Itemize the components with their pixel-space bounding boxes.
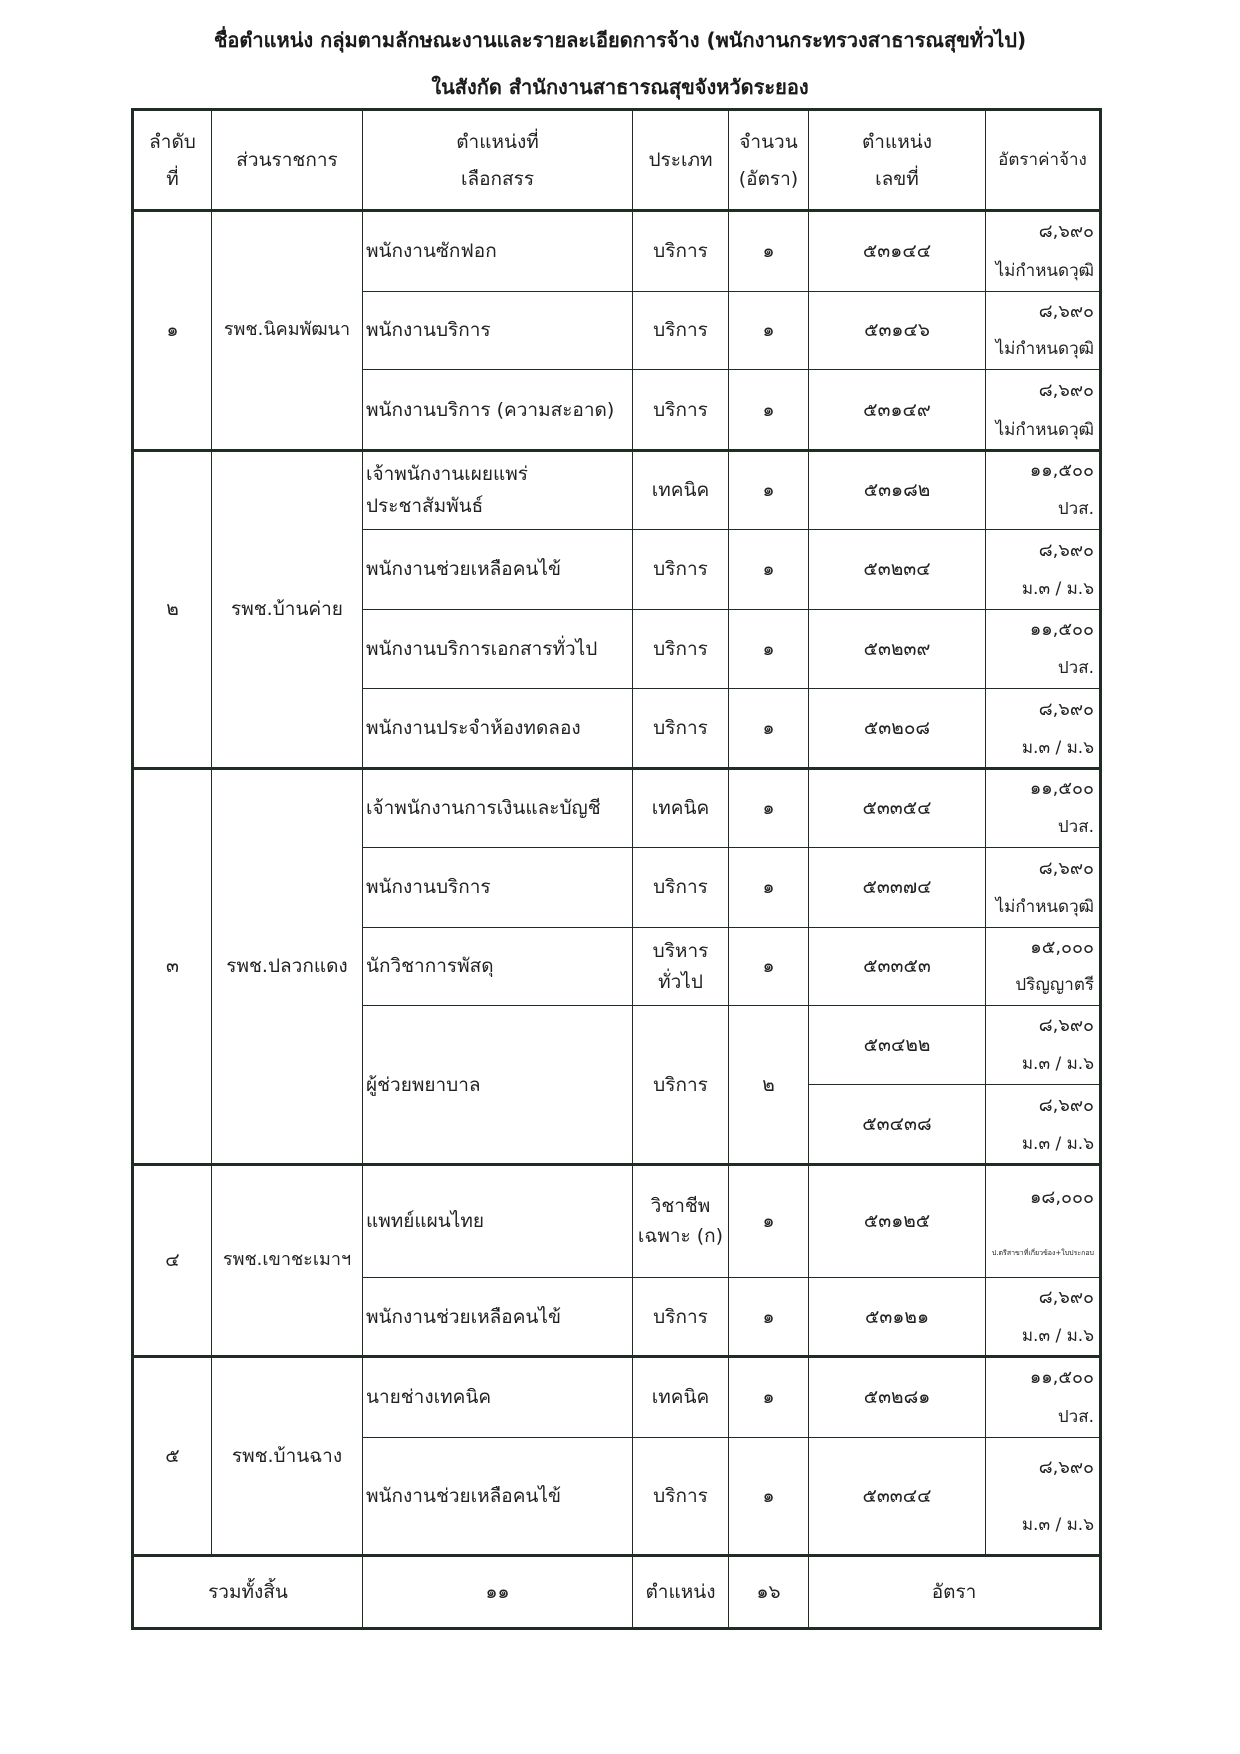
header-no-line2: ที่ (166, 167, 179, 190)
type-line1: บริหาร (652, 940, 709, 963)
type-cell (632, 927, 729, 1006)
count-value: ๑ (762, 1385, 775, 1408)
group-unit-value: รพช.เขาชะเมาฯ (222, 1249, 352, 1271)
salary-amount: ๘,๖๙๐ (1038, 1457, 1094, 1479)
count-cell (728, 450, 809, 530)
salary-amount: ๑๑,๕๐๐ (1029, 619, 1094, 641)
count-value: ๑ (762, 1305, 775, 1328)
group-unit-value: รพช.บ้านค่าย (231, 598, 343, 621)
group-unit (211, 1356, 363, 1556)
position-number-cell (808, 1164, 986, 1278)
group-unit-value: รพช.ปลวกแดง (226, 955, 348, 978)
type-cell (632, 450, 729, 530)
group-no-value: ๕ (165, 1444, 180, 1467)
count-cell (728, 1164, 809, 1278)
group-no (133, 210, 212, 451)
count-value: ๑ (762, 398, 775, 421)
salary-cell (985, 609, 1101, 689)
salary-amount: ๑๑,๕๐๐ (1029, 1366, 1094, 1388)
totals-rates-unit-text: อัตรา (931, 1580, 977, 1603)
qualification: ม.๓ / ม.๖ (1021, 1326, 1094, 1347)
position-number-cell (808, 369, 986, 451)
type-cell (632, 291, 729, 370)
totals-positions-unit-text: ตำแหน่ง (645, 1580, 716, 1603)
salary-amount: ๘,๖๙๐ (1038, 698, 1094, 720)
count-value: ๑ (762, 796, 775, 819)
position-number-cell (808, 291, 986, 370)
type-line2: เฉพาะ (ก) (637, 1225, 724, 1247)
position-number: ๕๓๓๕๓ (863, 955, 931, 978)
qualification: ม.๓ / ม.๖ (1021, 1054, 1094, 1075)
salary-cell (985, 1356, 1101, 1438)
salary-amount: ๑๘,๐๐๐ (1030, 1186, 1094, 1208)
position-cell (362, 450, 633, 530)
count-cell (728, 369, 809, 451)
type-cell (632, 1437, 729, 1556)
position-number-cell (808, 529, 986, 610)
group-unit (211, 450, 363, 769)
qualification: ปวส. (1057, 499, 1094, 520)
header-no-line1: ลำดับ (149, 131, 196, 154)
type-value: เทคนิค (651, 1385, 710, 1408)
header-count-line1: จำนวน (739, 131, 798, 154)
position-cell (362, 529, 633, 610)
header-posno-line1: ตำแหน่ง (861, 131, 933, 154)
count-cell (728, 291, 809, 370)
salary-amount: ๘,๖๙๐ (1038, 301, 1094, 323)
position-number: ๕๓๒๘๑ (863, 1385, 931, 1408)
position-number-cell (808, 210, 986, 292)
group-unit (211, 768, 363, 1165)
salary-cell (985, 768, 1101, 848)
position-number-cell (808, 768, 986, 848)
position-number: ๕๓๒๓๙ (863, 637, 931, 660)
header-count (728, 110, 809, 211)
count-value: ๑ (762, 558, 775, 581)
salary-amount: ๘,๖๙๐ (1038, 857, 1094, 879)
position-number: ๕๓๓๗๔ (862, 876, 932, 899)
position-cell (362, 1437, 633, 1556)
group-no (133, 768, 212, 1165)
group-unit-value: รพช.บ้านฉาง (231, 1444, 343, 1467)
position-cell (362, 1005, 633, 1165)
position-number-cell (808, 450, 986, 530)
position-cell (362, 847, 633, 928)
position-number-cell (808, 1084, 986, 1165)
salary-cell (985, 369, 1101, 451)
position-number-cell (808, 609, 986, 689)
type-cell (632, 1277, 729, 1357)
group-unit-value: รพช.นิคมพัฒนา (223, 319, 351, 341)
header-type-label: ประเภท (648, 149, 713, 172)
totals-positions-value: ๑๑ (485, 1580, 510, 1603)
position-number: ๕๓๑๔๔ (862, 239, 932, 262)
count-value: ๑ (762, 717, 775, 740)
header-position-line1: ตำแหน่งที่ (456, 131, 539, 154)
qualification: ไม่กำหนดวุฒิ (995, 339, 1094, 360)
qualification: ไม่กำหนดวุฒิ (995, 896, 1094, 917)
type-value: บริการ (653, 239, 708, 262)
type-cell (632, 1356, 729, 1438)
salary-cell (985, 1437, 1101, 1556)
header-position-line2: เลือกสรร (460, 167, 535, 190)
count-cell (728, 1005, 809, 1165)
count-cell (728, 1437, 809, 1556)
position-cell (362, 768, 633, 848)
totals-rates-unit (808, 1555, 1100, 1629)
salary-cell (985, 1005, 1101, 1085)
count-value: ๒ (762, 1073, 775, 1096)
group-unit (211, 1164, 363, 1357)
position-name: พนักงานบริการ (366, 319, 491, 342)
totals-positions-unit (632, 1555, 729, 1629)
position-name: พนักงานช่วยเหลือคนไข้ (366, 558, 561, 581)
position-number: ๕๓๒๐๘ (863, 717, 931, 740)
position-name-line1: เจ้าพนักงานเผยแพร่ (366, 462, 528, 485)
salary-cell (985, 450, 1101, 530)
position-name: พนักงานบริการ (366, 876, 491, 899)
type-value: บริการ (653, 319, 708, 342)
salary-amount: ๘,๖๙๐ (1038, 539, 1094, 561)
header-posno-line2: เลขที่ (875, 167, 919, 190)
position-number: ๕๓๑๔๖ (864, 319, 930, 342)
type-value: เทคนิค (651, 796, 710, 819)
qualification: ไม่กำหนดวุฒิ (995, 260, 1094, 281)
salary-cell (985, 1277, 1101, 1357)
position-cell (362, 1164, 633, 1278)
count-value: ๑ (762, 955, 775, 978)
salary-cell (985, 1084, 1101, 1165)
position-number: ๕๓๑๒๕ (863, 1209, 931, 1232)
type-value: เทคนิค (651, 478, 710, 501)
header-count-line2: (อัตรา) (738, 167, 799, 190)
header-position (362, 110, 633, 211)
salary-amount: ๑๑,๕๐๐ (1029, 778, 1094, 800)
qualification: ม.๓ / ม.๖ (1021, 737, 1094, 758)
totals-rates (728, 1555, 809, 1629)
type-value: บริการ (653, 558, 708, 581)
position-number: ๕๓๓๔๔ (862, 1485, 932, 1508)
position-cell (362, 927, 633, 1006)
position-name: นายช่างเทคนิค (366, 1385, 492, 1408)
count-cell (728, 927, 809, 1006)
qualification: ม.๓ / ม.๖ (1021, 578, 1094, 599)
position-cell (362, 609, 633, 689)
type-value: บริการ (653, 717, 708, 740)
position-name: เจ้าพนักงานการเงินและบัญชี (366, 796, 601, 819)
position-name: พนักงานซักฟอก (366, 239, 497, 262)
group-no-value: ๓ (166, 955, 179, 978)
position-number-cell (808, 1356, 986, 1438)
count-cell (728, 210, 809, 292)
position-cell (362, 291, 633, 370)
position-number-cell (808, 927, 986, 1006)
header-posno (808, 110, 986, 211)
header-salary-label: อัตราค่าจ้าง (998, 150, 1087, 171)
type-value: บริการ (653, 398, 708, 421)
header-no (133, 110, 212, 211)
totals-label (133, 1555, 363, 1629)
qualification: ปวส. (1057, 1406, 1094, 1427)
count-value: ๑ (762, 876, 775, 899)
type-line1: วิชาชีพ (650, 1194, 711, 1217)
type-cell (632, 1164, 729, 1278)
salary-amount: ๑๑,๕๐๐ (1029, 460, 1094, 482)
type-line2: ทั่วไป (658, 970, 703, 993)
totals-label-text: รวมทั้งสิ้น (208, 1580, 288, 1603)
count-value: ๑ (762, 319, 775, 342)
type-cell (632, 1005, 729, 1165)
position-cell (362, 1277, 633, 1357)
count-cell (728, 609, 809, 689)
qualification: ปริญญาตรี (1015, 975, 1094, 996)
type-cell (632, 369, 729, 451)
position-number: ๕๓๑๔๙ (863, 398, 931, 421)
group-no-value: ๔ (165, 1249, 180, 1272)
position-number-cell (808, 847, 986, 928)
qualification: ไม่กำหนดวุฒิ (995, 419, 1094, 440)
qualification: ปวส. (1057, 658, 1094, 679)
type-value: บริการ (653, 1485, 708, 1508)
group-no-value: ๑ (166, 319, 179, 342)
totals-rates-value: ๑๖ (756, 1580, 781, 1603)
qualification: ป.ตรีสาขาที่เกี่ยวข้อง+ใบประกอบ (991, 1248, 1094, 1257)
salary-cell (985, 291, 1101, 370)
type-cell (632, 847, 729, 928)
position-name: พนักงานบริการเอกสารทั่วไป (366, 637, 598, 660)
position-name: พนักงานช่วยเหลือคนไข้ (366, 1485, 561, 1508)
qualification: ม.๓ / ม.๖ (1021, 1133, 1094, 1154)
type-value: บริการ (653, 637, 708, 660)
document-title: ชื่อตำแหน่ง กลุ่มตามลักษณะงานและรายละเอียดการจ้าง (พนักงานกระทรวงสาธารณสุขทั่วไป) (213, 28, 1027, 52)
position-number: ๕๓๑๒๑ (864, 1305, 929, 1328)
header-unit (211, 110, 363, 211)
totals-positions (362, 1555, 633, 1629)
type-value: บริการ (653, 1073, 708, 1096)
group-no (133, 450, 212, 769)
header-unit-label: ส่วนราชการ (236, 149, 338, 172)
salary-cell (985, 210, 1101, 292)
salary-cell (985, 927, 1101, 1006)
position-cell (362, 210, 633, 292)
position-number-cell (808, 1437, 986, 1556)
count-cell (728, 1356, 809, 1438)
count-cell (728, 529, 809, 610)
header-type (632, 110, 729, 211)
count-value: ๑ (762, 637, 775, 660)
position-name: ผู้ช่วยพยาบาล (366, 1073, 481, 1096)
count-cell (728, 847, 809, 928)
count-value: ๑ (762, 1209, 775, 1232)
salary-amount: ๘,๖๙๐ (1038, 220, 1094, 242)
position-name: พนักงานบริการ (ความสะอาด) (366, 398, 615, 421)
position-number-cell (808, 1005, 986, 1085)
salary-cell (985, 688, 1101, 769)
salary-amount: ๘,๖๙๐ (1038, 1287, 1094, 1309)
position-number-cell (808, 688, 986, 769)
position-cell (362, 688, 633, 769)
salary-amount: ๘,๖๙๐ (1038, 1094, 1094, 1116)
group-no (133, 1356, 212, 1556)
position-name: แพทย์แผนไทย (366, 1209, 485, 1232)
count-cell (728, 688, 809, 769)
qualification: ม.๓ / ม.๖ (1021, 1515, 1094, 1536)
group-unit (211, 210, 363, 451)
group-no-value: ๒ (166, 598, 179, 621)
position-name: พนักงานช่วยเหลือคนไข้ (366, 1305, 561, 1328)
position-cell (362, 369, 633, 451)
position-name: นักวิชาการพัสดุ (366, 955, 494, 978)
type-cell (632, 688, 729, 769)
salary-cell (985, 1164, 1101, 1278)
salary-amount: ๑๕,๐๐๐ (1030, 937, 1094, 959)
salary-cell (985, 847, 1101, 928)
position-number: ๕๓๔๒๒ (863, 1033, 931, 1056)
count-cell (728, 1277, 809, 1357)
salary-amount: ๘,๖๙๐ (1038, 1015, 1094, 1037)
salary-cell (985, 529, 1101, 610)
count-value: ๑ (762, 478, 775, 501)
count-cell (728, 768, 809, 848)
type-cell (632, 768, 729, 848)
position-cell (362, 1356, 633, 1438)
type-cell (632, 609, 729, 689)
group-no (133, 1164, 212, 1357)
document-subtitle: ในสังกัด สำนักงานสาธารณสุขจังหวัดระยอง (431, 75, 809, 99)
position-name: พนักงานประจำห้องทดลอง (366, 717, 581, 740)
position-number-cell (808, 1277, 986, 1357)
count-value: ๑ (762, 1485, 775, 1508)
count-value: ๑ (762, 239, 775, 262)
qualification: ปวส. (1057, 817, 1094, 838)
type-value: บริการ (653, 1305, 708, 1328)
type-value: บริการ (653, 876, 708, 899)
position-number: ๕๓๓๕๔ (862, 796, 932, 819)
position-name-line2: ประชาสัมพันธ์ (366, 495, 484, 517)
position-number: ๕๓๒๓๔ (863, 558, 931, 581)
type-cell (632, 529, 729, 610)
salary-amount: ๘,๖๙๐ (1038, 379, 1094, 401)
header-salary (985, 110, 1100, 211)
position-number: ๕๓๔๓๘ (862, 1113, 932, 1136)
position-number: ๕๓๑๘๒ (863, 478, 931, 501)
type-cell (632, 210, 729, 292)
